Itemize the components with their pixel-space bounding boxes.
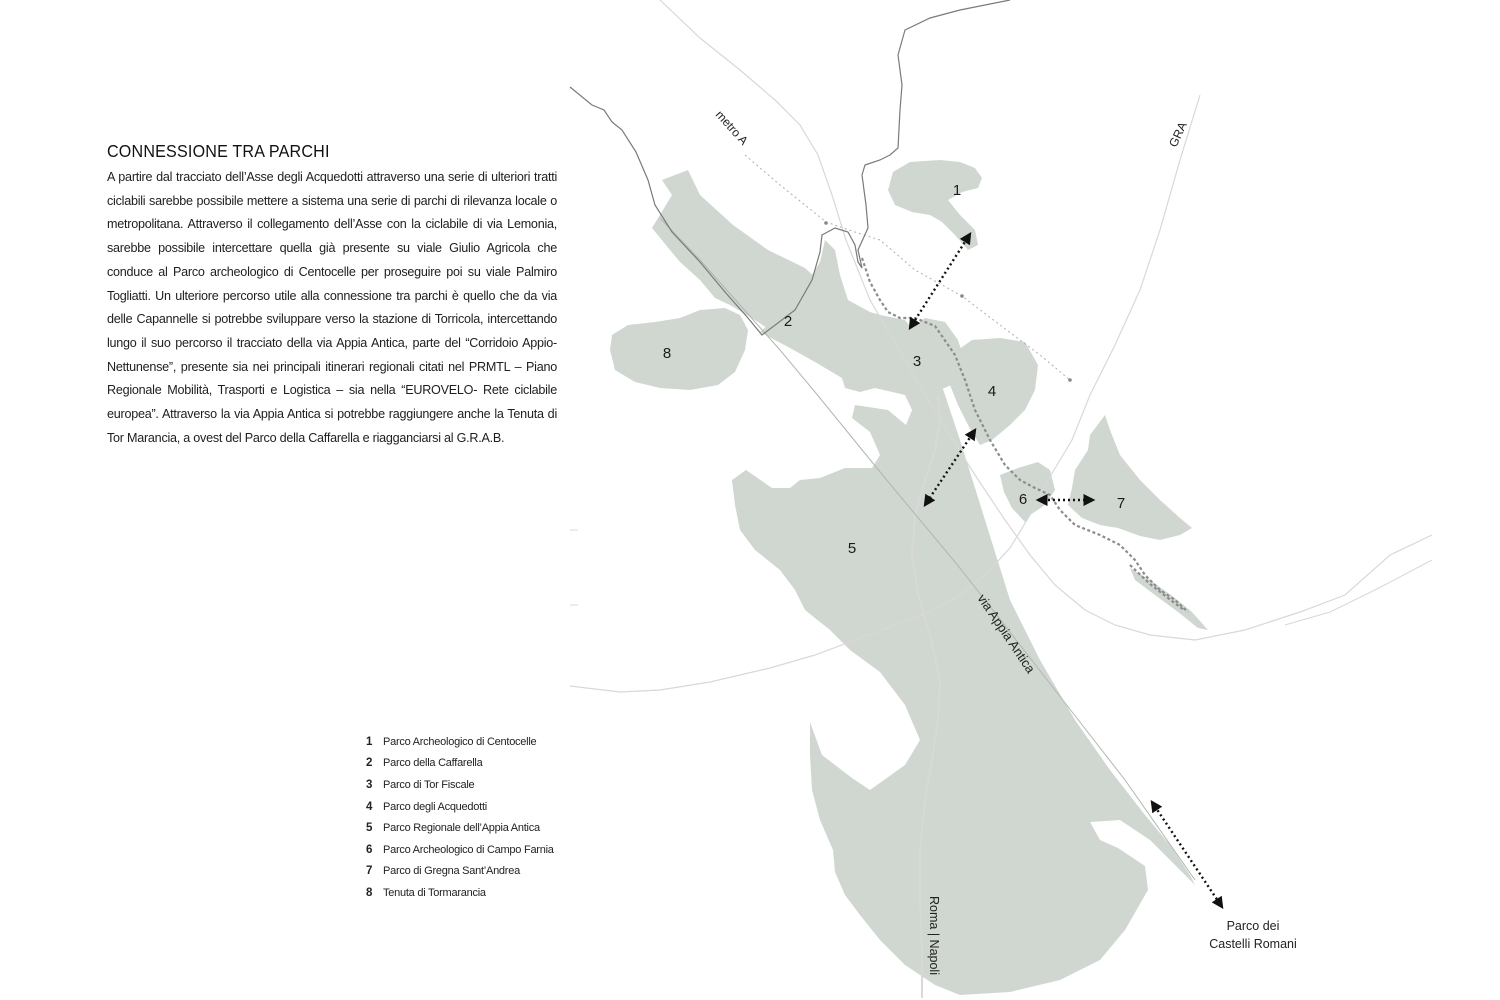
- road-southeast: [1285, 560, 1432, 625]
- legend-label: Parco Regionale dell’Appia Antica: [383, 822, 540, 835]
- metro-station-dot: [960, 294, 964, 298]
- castelli-romani-label-line2: Castelli Romani: [1209, 937, 1297, 951]
- legend-label: Parco Archeologico di Centocelle: [383, 735, 537, 748]
- park-number-5: 5: [847, 540, 857, 557]
- park-area-8: [610, 308, 748, 390]
- legend-label: Parco Archeologico di Campo Farnia: [383, 843, 554, 856]
- park-number-7: 7: [1116, 495, 1126, 512]
- park-number-2: 2: [783, 313, 793, 330]
- legend-number: 4: [366, 800, 373, 813]
- legend-number: 6: [366, 843, 373, 856]
- park-area-1: [888, 160, 982, 250]
- park-number-6: 6: [1018, 491, 1028, 508]
- legend-number: 5: [366, 822, 373, 835]
- legend-label: Parco della Caffarella: [383, 757, 483, 770]
- legend-label: Parco degli Acquedotti: [383, 800, 487, 813]
- legend-number: 7: [366, 865, 373, 878]
- legend-number: 8: [366, 886, 373, 899]
- legend-number: 1: [366, 735, 373, 748]
- metro-station-dot: [824, 221, 828, 225]
- connection-arrow-1-3: [910, 234, 970, 328]
- roma-napoli-label: Roma | Napoli: [927, 896, 941, 975]
- metro-a-label: metro A: [712, 107, 751, 148]
- page-title: CONNESSIONE TRA PARCHI: [107, 141, 330, 161]
- park-area-7: [1068, 415, 1192, 540]
- park-number-1: 1: [952, 182, 962, 199]
- legend-number: 2: [366, 757, 373, 770]
- park-number-8: 8: [662, 345, 672, 362]
- legend-label: Parco di Tor Fiscale: [383, 778, 475, 791]
- park-area-6: [1000, 462, 1055, 522]
- metro-station-dot: [1068, 378, 1072, 382]
- via-appia-antica-label: via Appia Antica: [974, 591, 1039, 676]
- legend-label: Tenuta di Tormarancia: [383, 886, 486, 899]
- castelli-romani-label-line1: Parco dei: [1226, 919, 1280, 933]
- park-areas: [610, 160, 1208, 995]
- park-number-3: 3: [912, 353, 922, 370]
- gra-label: GRA: [1166, 119, 1190, 150]
- description-text: A partire dal tracciato dell’Asse degli Acquedotti attraverso una serie di ulteriori tratti ciclabili sarebbe possibile mettere a sistema una serie di parchi di rilevanza locale o metropolitana. Attraverso il collegamento dell’Asse con la ciclabile di via Lemonia, sarebbe possibile intercettare quella già presente su viale Giulio Agricola che conduce al Parco archeologico di Centocelle per proseguire poi su viale Palmiro Togliatti. Un ulteriore percorso utile alla connessione tra parchi è quello che da via delle Capannelle si potrebbe sviluppare verso la stazione di Torricola, intercettando lungo il suo percorso il tracciato della via Appia Antica, parte del “Corridoio Appio-Nettunense”, presente sia nei principali itinerari regionali citati nel PRMTL – Piano Regionale Mobilità, Trasporti e Logistica – sia nella “EUROVELO- Rete ciclabile europea”. Attraverso la via Appia Antica si potrebbe raggiungere anche la Tenuta di Tor Marancia, a ovest del Parco della Caffarella e riagganciarsi al G.R.A.B.: [107, 170, 557, 445]
- park-number-4: 4: [987, 383, 997, 400]
- park-area-5: [652, 170, 1195, 995]
- legend-label: Parco di Gregna Sant’Andrea: [383, 865, 520, 878]
- connection-arrow-castelli: [1152, 802, 1222, 907]
- legend-number: 3: [366, 778, 373, 791]
